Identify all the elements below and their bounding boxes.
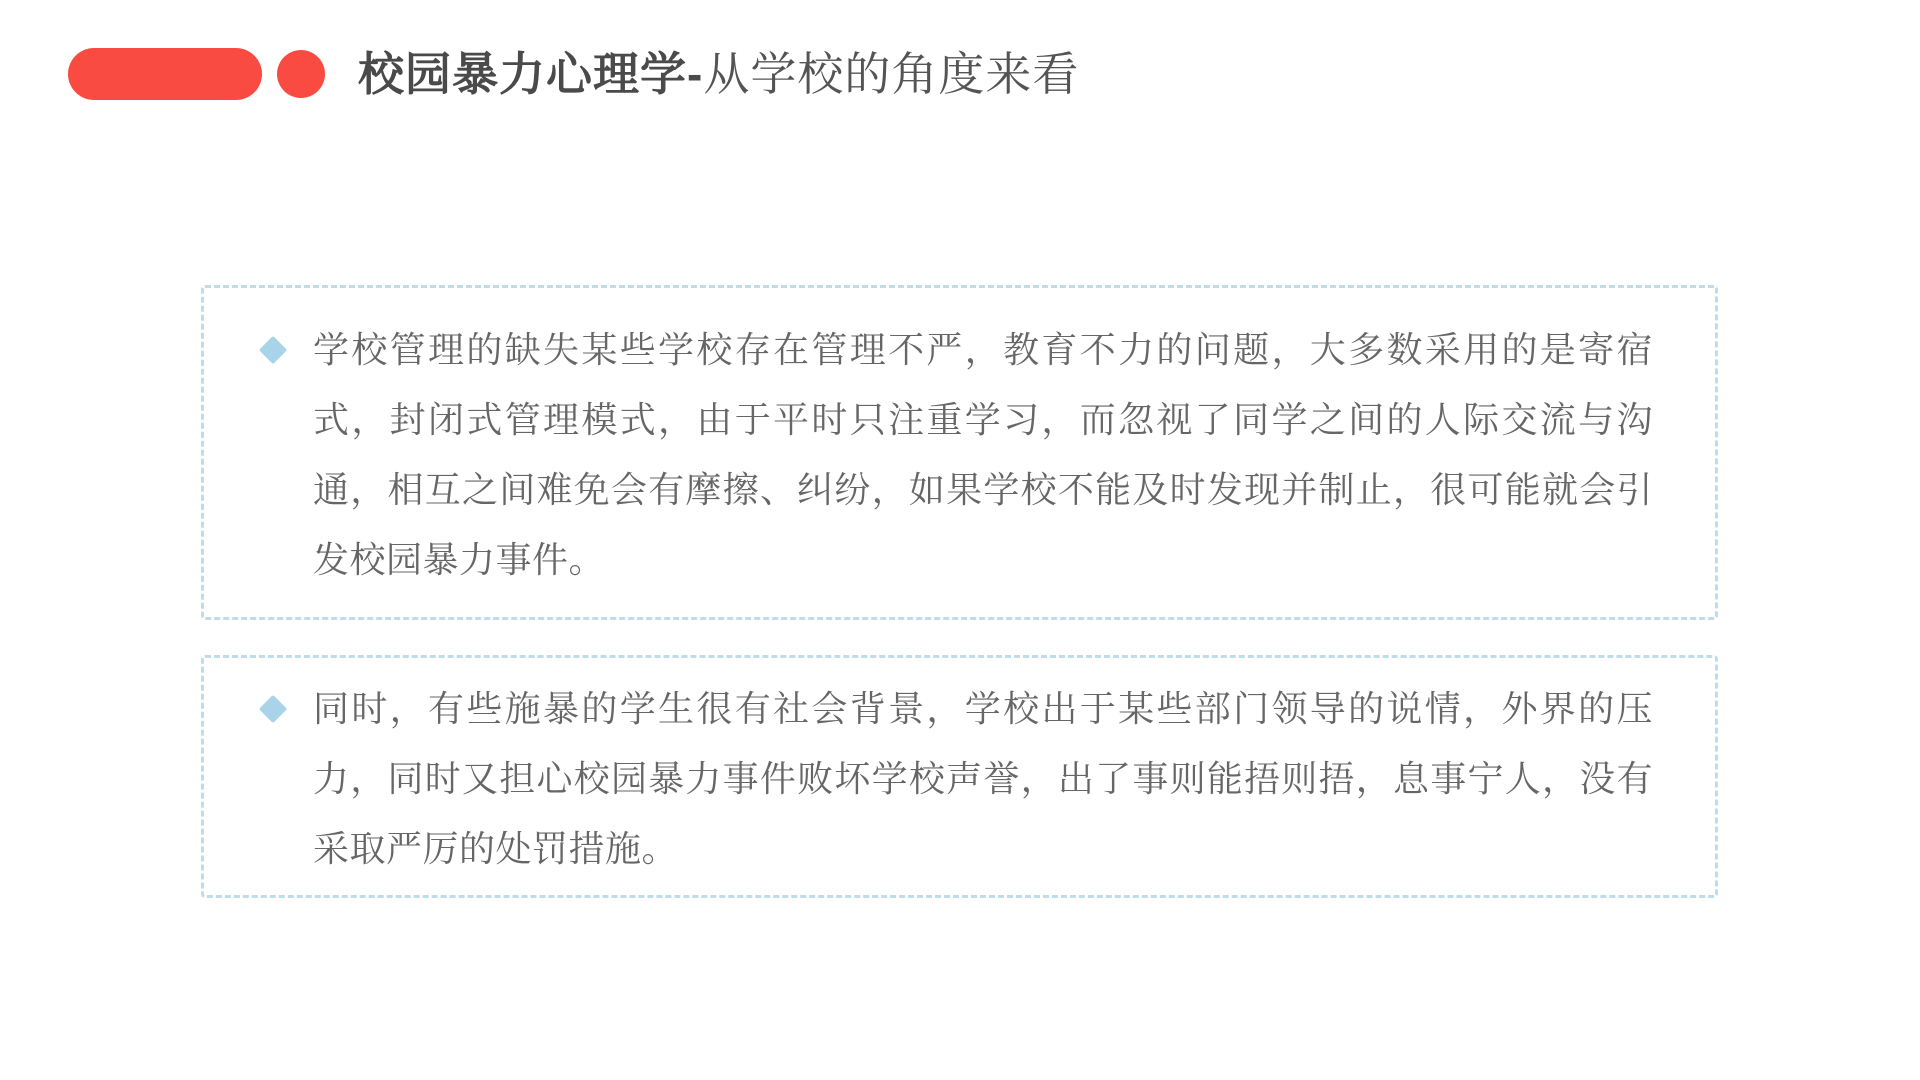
red-pill-decoration <box>68 48 262 100</box>
text-box-school-attitude <box>201 655 1718 898</box>
red-dot-decoration <box>277 50 325 98</box>
paragraph-school-attitude: 同时，有些施暴的学生很有社会背景，学校出于某些部门领导的说情，外界的压力，同时又担心校园暴力事件败坏学校声誉，出了事则能捂则捂，息事宁人，没有采取严厉的处罚措施。 <box>313 688 1653 869</box>
paragraph-school-management: 学校管理的缺失某些学校存在管理不严，教育不力的问题，大多数采用的是寄宿式，封闭式管理模式，由于平时只注重学习，而忽视了同学之间的人际交流与沟通，相互之间难免会有摩擦、纠纷，如果学校不能及时发现并制止，很可能就会引发校园暴力事件。 <box>313 329 1653 580</box>
diamond-icon <box>259 695 287 723</box>
page-title-primary: 校园暴力心理学- <box>358 48 704 100</box>
page-title-secondary: 从学校的角度来看 <box>703 48 1080 100</box>
text-box-school-management <box>201 285 1718 620</box>
page-title <box>358 44 1079 104</box>
diamond-icon <box>259 336 287 364</box>
